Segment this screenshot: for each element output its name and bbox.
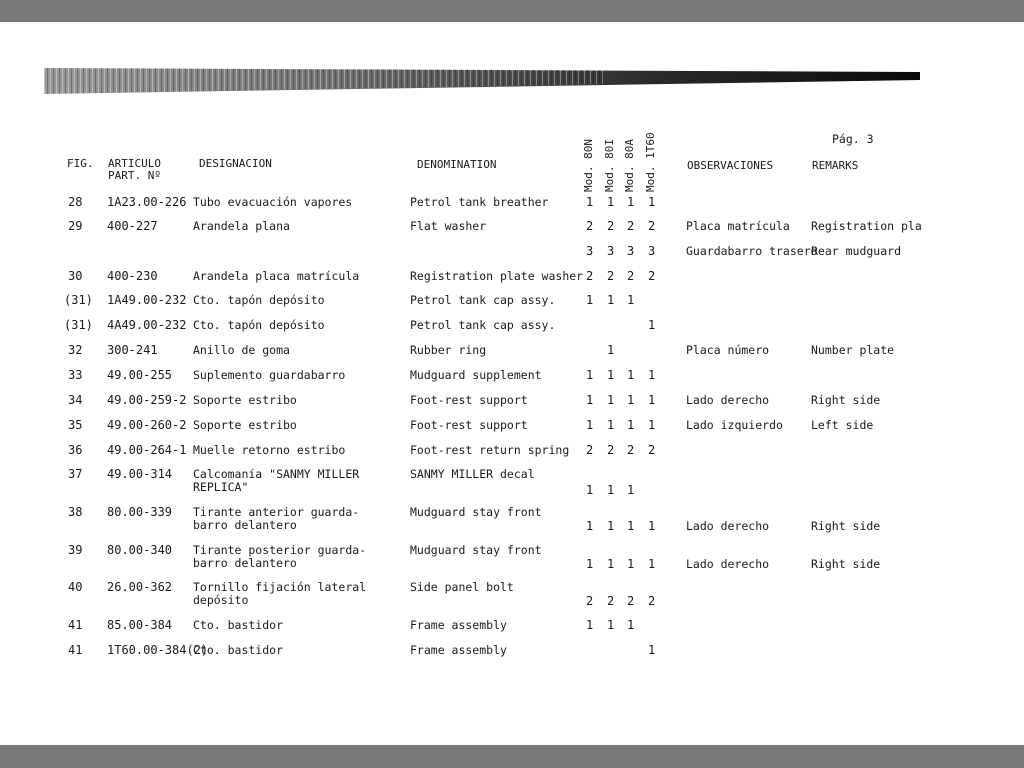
row-qty-model-1t60: 1 bbox=[648, 195, 656, 209]
row-qty-model-80n: 1 bbox=[586, 368, 594, 382]
viewer-top-bar bbox=[0, 0, 1024, 22]
row-qty-model-80a: 1 bbox=[627, 557, 635, 571]
row-denomination: SANMY MILLER decal bbox=[410, 467, 535, 481]
row-designacion: Suplemento guardabarro bbox=[193, 368, 346, 382]
row-qty-model-80a: 2 bbox=[627, 269, 635, 283]
header-denomination: DENOMINATION bbox=[417, 158, 497, 171]
row-designacion: Tirante anterior guarda- barro delantero bbox=[193, 505, 360, 532]
row-fig: 40 bbox=[68, 580, 83, 594]
row-remark: Number plate bbox=[811, 343, 895, 357]
row-qty-model-1t60: 2 bbox=[648, 443, 656, 457]
row-remark: Right side bbox=[811, 393, 881, 407]
row-part-number: 49.00-264-1 bbox=[107, 443, 187, 457]
row-denomination: Foot-rest support bbox=[410, 393, 528, 407]
row-part-number: 49.00-314 bbox=[107, 467, 173, 481]
row-qty-model-80a: 1 bbox=[627, 195, 635, 209]
row-qty-model-80i: 2 bbox=[607, 269, 615, 283]
row-qty-model-1t60: 1 bbox=[648, 418, 656, 432]
row-denomination: Petrol tank cap assy. bbox=[410, 318, 556, 332]
row-fig: 34 bbox=[68, 393, 83, 407]
header-fig: FIG. bbox=[67, 157, 94, 170]
row-qty-model-80i: 1 bbox=[607, 293, 615, 307]
row-remark: Registration pla bbox=[811, 219, 922, 233]
row-denomination: Foot-rest support bbox=[410, 418, 528, 432]
row-qty-model-80a: 1 bbox=[627, 368, 635, 382]
row-qty-model-80a: 2 bbox=[627, 443, 635, 457]
row-qty-model-1t60: 2 bbox=[648, 269, 656, 283]
row-fig: 28 bbox=[68, 195, 83, 209]
row-qty-model-1t60: 2 bbox=[648, 594, 656, 608]
row-qty-model-80a: 2 bbox=[627, 219, 635, 233]
row-remark: Right side bbox=[811, 519, 881, 533]
header-model-1t60: Mod. 1T60 bbox=[644, 132, 657, 192]
row-fig: 35 bbox=[68, 418, 83, 432]
row-qty-model-80n: 1 bbox=[586, 195, 594, 209]
header-observaciones: OBSERVACIONES bbox=[687, 159, 774, 172]
row-remark: Right side bbox=[811, 557, 881, 571]
row-qty-model-80n: 1 bbox=[586, 557, 594, 571]
row-part-number: 80.00-340 bbox=[107, 543, 173, 557]
row-denomination: Side panel bolt bbox=[410, 580, 514, 594]
header-remarks: REMARKS bbox=[812, 159, 859, 172]
row-observacion: Lado derecho bbox=[686, 393, 770, 407]
row-designacion: Cto. bastidor bbox=[193, 618, 284, 632]
row-part-number: 80.00-339 bbox=[107, 505, 173, 519]
row-qty-model-80i: 1 bbox=[607, 557, 615, 571]
row-fig: 32 bbox=[68, 343, 83, 357]
row-part-number: 49.00-260-2 bbox=[107, 418, 187, 432]
row-qty-model-80a: 1 bbox=[627, 618, 635, 632]
row-qty-model-80a: 1 bbox=[627, 393, 635, 407]
row-designacion: Calcomanía "SANMY MILLER REPLICA" bbox=[193, 467, 360, 494]
row-qty-model-80a: 1 bbox=[627, 519, 635, 533]
row-fig: 38 bbox=[68, 505, 83, 519]
row-designacion: Cto. bastidor bbox=[193, 643, 284, 657]
row-qty-model-80i: 1 bbox=[607, 483, 615, 497]
row-designacion: Soporte estribo bbox=[193, 418, 297, 432]
row-designacion: Tubo evacuación vapores bbox=[193, 195, 353, 209]
row-part-number: 400-227 bbox=[107, 219, 158, 233]
row-qty-model-80i: 1 bbox=[607, 519, 615, 533]
row-qty-model-80n: 2 bbox=[586, 443, 594, 457]
row-fig: 29 bbox=[68, 219, 83, 233]
row-qty-model-80n: 2 bbox=[586, 594, 594, 608]
row-qty-model-1t60: 3 bbox=[648, 244, 656, 258]
row-remark: Left side bbox=[811, 418, 874, 432]
row-qty-model-80i: 1 bbox=[607, 618, 615, 632]
row-qty-model-80n: 3 bbox=[586, 244, 594, 258]
row-observacion: Lado derecho bbox=[686, 519, 770, 533]
row-qty-model-1t60: 1 bbox=[648, 393, 656, 407]
row-denomination: Petrol tank cap assy. bbox=[410, 293, 556, 307]
row-qty-model-80n: 1 bbox=[586, 393, 594, 407]
row-designacion: Tornillo fijación lateral depósito bbox=[193, 580, 367, 607]
row-designacion: Anillo de goma bbox=[193, 343, 290, 357]
row-designacion: Arandela placa matrícula bbox=[193, 269, 360, 283]
row-denomination: Mudguard stay front bbox=[410, 543, 542, 557]
row-qty-model-80i: 1 bbox=[607, 195, 615, 209]
row-fig: 41 bbox=[68, 618, 83, 632]
row-fig: 30 bbox=[68, 269, 83, 283]
header-model-80a: Mod. 80A bbox=[623, 139, 636, 192]
row-denomination: Mudguard stay front bbox=[410, 505, 542, 519]
row-qty-model-80i: 3 bbox=[607, 244, 615, 258]
row-qty-model-80i: 1 bbox=[607, 418, 615, 432]
row-qty-model-1t60: 1 bbox=[648, 557, 656, 571]
row-fig: 33 bbox=[68, 368, 83, 382]
row-qty-model-80i: 2 bbox=[607, 219, 615, 233]
row-denomination: Foot-rest return spring bbox=[410, 443, 570, 457]
viewer-bottom-bar bbox=[0, 745, 1024, 768]
row-qty-model-80n: 1 bbox=[586, 293, 594, 307]
row-denomination: Flat washer bbox=[410, 219, 487, 233]
row-part-number: 26.00-362 bbox=[107, 580, 173, 594]
document-page[interactable] bbox=[0, 22, 1024, 745]
row-qty-model-80a: 1 bbox=[627, 483, 635, 497]
row-denomination: Frame assembly bbox=[410, 643, 507, 657]
row-observacion: Placa matrícula bbox=[686, 219, 790, 233]
row-designacion: Soporte estribo bbox=[193, 393, 297, 407]
scanned-margin-strip bbox=[44, 68, 920, 94]
row-qty-model-1t60: 1 bbox=[648, 318, 656, 332]
row-qty-model-80i: 1 bbox=[607, 368, 615, 382]
row-qty-model-80n: 2 bbox=[586, 219, 594, 233]
row-part-number: 1A49.00-232 bbox=[107, 293, 187, 307]
row-remark: Rear mudguard bbox=[811, 244, 902, 258]
row-observacion: Lado izquierdo bbox=[686, 418, 783, 432]
row-part-number: 1T60.00-384(2) bbox=[107, 643, 209, 657]
row-part-number: 49.00-259-2 bbox=[107, 393, 187, 407]
row-denomination: Frame assembly bbox=[410, 618, 507, 632]
row-designacion: Arandela plana bbox=[193, 219, 290, 233]
row-qty-model-80n: 1 bbox=[586, 418, 594, 432]
row-part-number: 85.00-384 bbox=[107, 618, 173, 632]
header-model-80i: Mod. 80I bbox=[603, 139, 616, 192]
row-denomination: Registration plate washer bbox=[410, 269, 584, 283]
row-qty-model-80i: 1 bbox=[607, 393, 615, 407]
row-qty-model-80n: 1 bbox=[586, 519, 594, 533]
row-qty-model-80a: 2 bbox=[627, 594, 635, 608]
row-designacion: Tirante posterior guarda- barro delantero bbox=[193, 543, 367, 570]
row-qty-model-80n: 1 bbox=[586, 618, 594, 632]
row-observacion: Lado derecho bbox=[686, 557, 770, 571]
row-part-number: 300-241 bbox=[107, 343, 158, 357]
row-part-number: 400-230 bbox=[107, 269, 158, 283]
header-designacion: DESIGNACION bbox=[199, 157, 272, 170]
row-fig: 39 bbox=[68, 543, 83, 557]
row-denomination: Petrol tank breather bbox=[410, 195, 549, 209]
row-qty-model-1t60: 2 bbox=[648, 219, 656, 233]
row-qty-model-80a: 1 bbox=[627, 418, 635, 432]
row-fig: 37 bbox=[68, 467, 83, 481]
row-qty-model-80a: 3 bbox=[627, 244, 635, 258]
row-qty-model-1t60: 1 bbox=[648, 643, 656, 657]
row-designacion: Cto. tapón depósito bbox=[193, 318, 325, 332]
row-qty-model-80i: 2 bbox=[607, 443, 615, 457]
row-denomination: Mudguard supplement bbox=[410, 368, 542, 382]
page-number: Pág. 3 bbox=[832, 132, 874, 146]
header-part-number: PART. Nº bbox=[108, 169, 161, 182]
row-qty-model-80n: 1 bbox=[586, 483, 594, 497]
row-part-number: 4A49.00-232 bbox=[107, 318, 187, 332]
row-qty-model-1t60: 1 bbox=[648, 519, 656, 533]
row-observacion: Placa número bbox=[686, 343, 770, 357]
header-model-80n: Mod. 80N bbox=[582, 139, 595, 192]
row-part-number: 49.00-255 bbox=[107, 368, 173, 382]
row-part-number: 1A23.00-226 bbox=[107, 195, 187, 209]
row-qty-model-80i: 1 bbox=[607, 343, 615, 357]
row-fig: 36 bbox=[68, 443, 83, 457]
row-fig: (31) bbox=[64, 318, 93, 332]
row-fig: 41 bbox=[68, 643, 83, 657]
row-fig: (31) bbox=[64, 293, 93, 307]
row-designacion: Muelle retorno estribo bbox=[193, 443, 346, 457]
row-designacion: Cto. tapón depósito bbox=[193, 293, 325, 307]
header-articulo: ARTICULO bbox=[108, 157, 161, 170]
row-qty-model-80n: 2 bbox=[586, 269, 594, 283]
row-denomination: Rubber ring bbox=[410, 343, 487, 357]
row-qty-model-80a: 1 bbox=[627, 293, 635, 307]
row-observacion: Guardabarro trasero bbox=[686, 244, 818, 258]
row-qty-model-1t60: 1 bbox=[648, 368, 656, 382]
row-qty-model-80i: 2 bbox=[607, 594, 615, 608]
